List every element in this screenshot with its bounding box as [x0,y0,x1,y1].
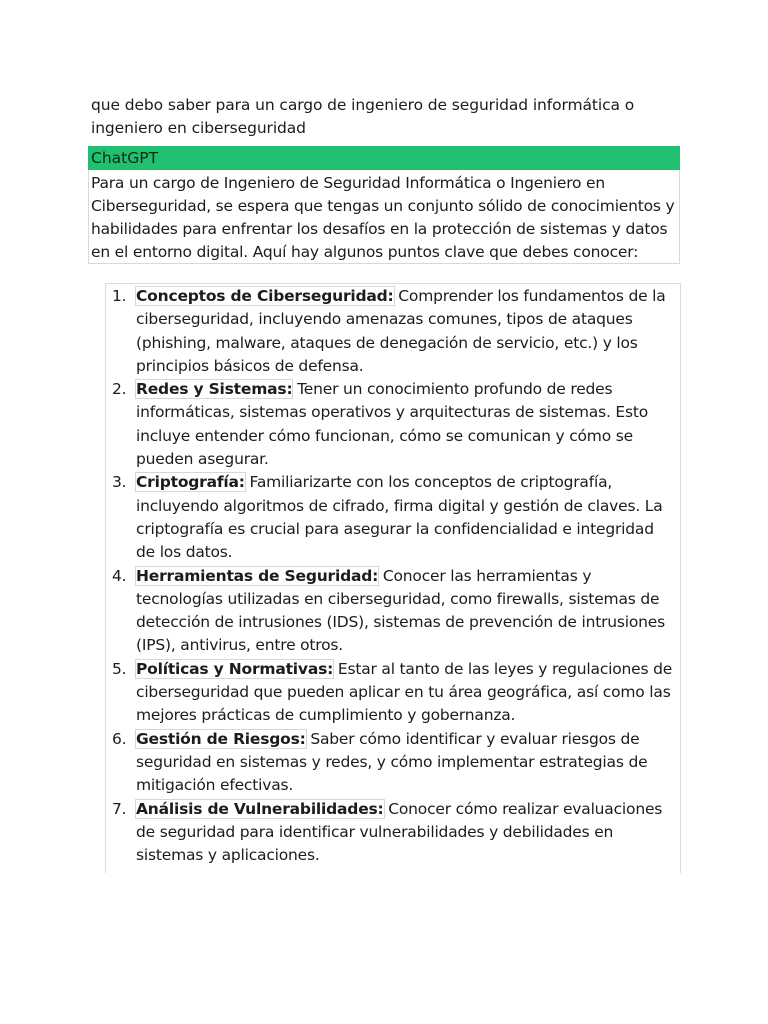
list-item [106,798,680,868]
item-term: Criptografía: [136,473,245,492]
chatgpt-header [88,146,680,170]
key-points-list-container [105,283,681,873]
item-text: Conocer las herramientas y tecnologías utilizadas en ciberseguridad, como firewalls, sistemas de detección de intrusiones (IDS), sistemas de prevención de intrusiones (IPS), antivirus, entre otros. [136,566,665,655]
chatgpt-label: ChatGPT [91,149,159,167]
item-number: 4. [112,566,127,585]
key-points-list [106,285,680,867]
item-text: Comprender los fundamentos de la ciberseguridad, incluyendo amenazas comunes, tipos de ataques (phishing, malware, ataques de denegación de servicio, etc.) y los principios básicos de defensa. [136,287,666,375]
item-text: Estar al tanto de las leyes y regulaciones de ciberseguridad que pueden aplicar en tu área geográfica, así como las mejores prácticas de cumplimiento y gobernanza. [136,659,673,725]
item-number: 1. [112,287,127,305]
item-text: Familiarizarte con los conceptos de criptografía, incluyendo algoritmos de cifrado, firma digital y gestión de claves. La criptografía es crucial para asegurar la confidencialidad e integridad de los datos. [136,473,663,562]
item-term: Herramientas de Seguridad: [136,566,379,585]
item-number: 2. [112,380,127,399]
item-text: Conocer cómo realizar evaluaciones de seguridad para identificar vulnerabilidades y debilidades en sistemas y aplicaciones. [136,799,663,865]
list-item [106,378,680,471]
item-number: 7. [112,799,127,818]
list-item [106,565,680,658]
item-text: Tener un conocimiento profundo de redes informáticas, sistemas operativos y arquitecturas de sistemas. Esto incluye entender cómo funcionan, cómo se comunican y cómo se pueden asegurar. [136,380,649,469]
intro-paragraph: Para un cargo de Ingeniero de Seguridad Informática o Ingeniero en Ciberseguridad, se espera que tengas un conjunto sólido de conocimientos y habilidades para enfrentar los desafíos en la protección de sistemas y datos en el entorno digital. Aquí hay algunos puntos clave que debes conocer: [88,170,680,264]
item-term: Análisis de Vulnerabilidades: [136,799,384,818]
item-number: 3. [112,473,127,492]
item-text: Saber cómo identificar y evaluar riesgos de seguridad en sistemas y redes, y cómo implementar estrategias de mitigación efectivas. [136,729,648,795]
list-item [106,728,680,798]
item-number: 6. [112,729,127,748]
item-term: Gestión de Riesgos: [136,729,306,748]
user-question: que debo saber para un cargo de ingeniero de seguridad informática o ingeniero en ciberseguridad [91,96,635,137]
item-term: Conceptos de Ciberseguridad: [136,287,394,305]
item-number: 5. [112,659,127,678]
item-term: Redes y Sistemas: [136,380,293,399]
list-item [106,471,680,564]
item-term: Políticas y Normativas: [136,659,334,678]
list-item [106,285,680,378]
list-item [106,658,680,728]
